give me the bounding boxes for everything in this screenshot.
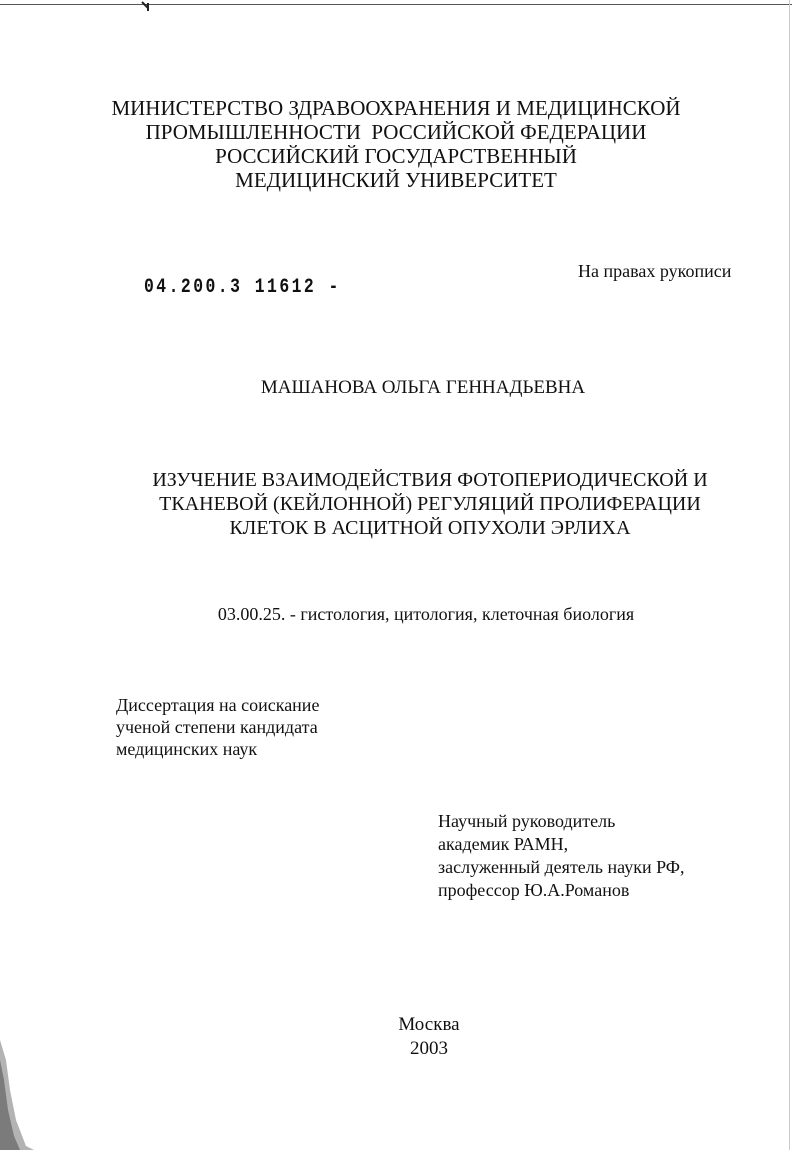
supervisor-line: профессор Ю.А.Романов [438, 880, 630, 900]
degree-line: Диссертация на соискание [116, 695, 320, 715]
ministry-line: РОССИЙСКИЙ ГОСУДАРСТВЕННЫЙ [215, 144, 577, 168]
scan-mark-icon [140, 0, 152, 12]
supervisor-line: академик РАМН, [438, 834, 569, 854]
year: 2003 [410, 1038, 448, 1059]
city: Москва [398, 1014, 460, 1035]
ministry-header [0, 96, 792, 192]
ministry-line: МИНИСТЕРСТВО ЗДРАВООХРАНЕНИЯ И МЕДИЦИНСКОЙ [111, 96, 681, 120]
supervisor-line: заслуженный деятель науки РФ, [438, 857, 685, 877]
title-line: КЛЕТОК В АСЦИТНОЙ ОПУХОЛИ ЭРЛИХА [229, 517, 631, 539]
manuscript-note: На правах рукописи [578, 261, 732, 281]
scan-shadow-mark [0, 1040, 40, 1150]
ministry-line: МЕДИЦИНСКИЙ УНИВЕРСИТЕТ [235, 168, 557, 192]
specialty-code: 03.00.25. - гистология, цитология, клеточная биология [217, 604, 635, 624]
title-line: ТКАНЕВОЙ (КЕЙЛОННОЙ) РЕГУЛЯЦИЙ ПРОЛИФЕРАЦИИ [159, 493, 701, 515]
dissertation-title [0, 468, 792, 540]
author-name: МАШАНОВА ОЛЬГА ГЕННАДЬЕВНА [260, 377, 586, 398]
ministry-line: ПРОМЫШЛЕННОСТИ РОССИЙСКОЙ ФЕДЕРАЦИИ [145, 120, 647, 144]
place-and-year [329, 1013, 529, 1061]
supervisor-line: Научный руководитель [438, 811, 616, 831]
supervisor-block [438, 810, 685, 902]
degree-line: ученой степени кандидата [116, 717, 318, 737]
scan-border-top [0, 4, 792, 5]
title-line: ИЗУЧЕНИЕ ВЗАИМОДЕЙСТВИЯ ФОТОПЕРИОДИЧЕСКОЙ И [152, 469, 708, 491]
degree-note [116, 694, 319, 760]
degree-line: медицинских наук [116, 739, 258, 759]
registration-stamp: 04.200.3 11612 - [144, 276, 341, 299]
